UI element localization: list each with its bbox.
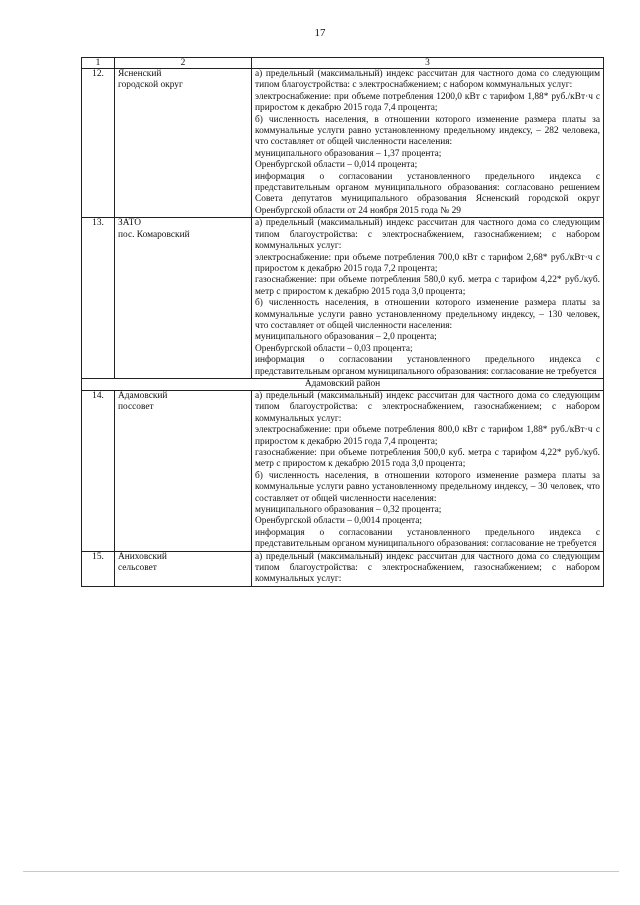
description-paragraph: Оренбургской области – 0,014 процента; <box>255 160 418 171</box>
description-paragraph: газоснабжение: при объеме потребления 500,0 куб. метра с тарифом 4,22* руб./куб. метр с приростом к декабрю 2015 года 3,0 процента; <box>255 448 600 470</box>
municipality-name-line: сельсовет <box>118 563 157 574</box>
table-row <box>82 390 604 551</box>
district-title: Адамовский район <box>82 378 604 390</box>
description-paragraph: информация о согласовании установленного предельного индекса с представительным органом муниципального образования: согласовано решением Совета депутатов муниципального образования Ясненский городской округ Оренбургской области от 24 ноября 2015 года № 29 <box>255 171 600 216</box>
page-number: 17 <box>314 27 326 39</box>
column-header-2: 2 <box>115 58 252 69</box>
row-number: 15. <box>82 551 115 586</box>
description-paragraph: электроснабжение: при объеме потребления 800,0 кВт с тарифом 1,88* руб./кВт·ч с приростом к декабрю 2015 года 7,4 процента; <box>255 425 600 447</box>
description-paragraph: муниципального образования – 0,32 процента; <box>255 505 442 516</box>
tariff-index-table <box>81 57 604 587</box>
description-paragraph: муниципального образования – 1,37 процента; <box>255 148 442 159</box>
municipality-name <box>115 69 252 218</box>
table-row <box>82 218 604 379</box>
municipality-name-line: ЗАТО <box>118 218 142 229</box>
municipality-name-line: Адамовский <box>118 390 168 401</box>
table-row <box>82 69 604 218</box>
index-description <box>252 390 604 551</box>
municipality-name <box>115 551 252 586</box>
table-header-row <box>82 58 604 69</box>
row-number: 12. <box>82 69 115 218</box>
index-description <box>252 218 604 379</box>
municipality-name-line: Аниховский <box>118 551 167 562</box>
section-header-row <box>82 378 604 390</box>
description-paragraph: электроснабжение: при объеме потребления 1200,0 кВт с тарифом 1,88* руб./кВт·ч с приростом к декабрю 2015 года 7,4 процента; <box>255 91 600 114</box>
page-bottom-rule <box>23 871 619 872</box>
description-paragraph: б) численность населения, в отношении которого изменение размера платы за коммунальные услуги равно установленному предельному индексу, – 30 человек, что составляет от общей численности населения: <box>255 470 600 504</box>
description-paragraph: электроснабжение: при объеме потребления 700,0 кВт с тарифом 2,68* руб./кВт·ч с приростом к декабрю 2015 года 7,2 процента; <box>255 252 600 274</box>
table-row <box>82 551 604 586</box>
row-number: 14. <box>82 390 115 551</box>
description-paragraph: а) предельный (максимальный) индекс рассчитан для частного дома со следующим типом благоустройства: с электроснабжением; с набором коммунальных услуг: <box>255 69 600 91</box>
description-paragraph: муниципального образования – 2,0 процента; <box>255 332 437 343</box>
description-paragraph: б) численность населения, в отношении которого изменение размера платы за коммунальные услуги равно установленному предельному индексу, – 130 человек, что составляет от общей численности населения: <box>255 298 600 331</box>
column-header-1: 1 <box>82 58 115 69</box>
description-paragraph: Оренбургской области – 0,03 процента; <box>255 343 413 354</box>
column-header-3: 3 <box>252 58 604 69</box>
index-description <box>252 551 604 586</box>
index-description <box>252 69 604 218</box>
description-paragraph: б) численность населения, в отношении которого изменение размера платы за коммунальные услуги равно установленному предельному индексу, – 282 человека, что составляет от общей численности населения: <box>255 114 600 148</box>
description-paragraph: а) предельный (максимальный) индекс рассчитан для частного дома со следующим типом благоустройства: с электроснабжением, газоснабжением; с набором коммунальных услуг: <box>255 551 600 585</box>
description-paragraph: Оренбургской области – 0,0014 процента; <box>255 516 422 527</box>
description-paragraph: а) предельный (максимальный) индекс рассчитан для частного дома со следующим типом благоустройства: с электроснабжением, газоснабжением; с набором коммунальных услуг: <box>255 218 600 252</box>
municipality-name-line: городской округ <box>118 80 183 91</box>
municipality-name <box>115 390 252 551</box>
description-paragraph: газоснабжение: при объеме потребления 580,0 куб. метра с тарифом 4,22* руб./куб. метр с приростом к декабрю 2015 года 3,0 процента; <box>255 275 600 297</box>
description-paragraph: а) предельный (максимальный) индекс рассчитан для частного дома со следующим типом благоустройства: с электроснабжением, газоснабжением; с набором коммунальных услуг: <box>255 390 600 424</box>
municipality-name-line: пос. Комаровский <box>118 229 190 240</box>
description-paragraph: информация о согласовании установленного предельного индекса с представительным органом муниципального образования: согласование не требуется <box>255 527 600 550</box>
municipality-name-line: Ясненский <box>118 69 162 79</box>
description-paragraph: информация о согласовании установленного предельного индекса с представительным органом муниципального образования: согласование не требуется <box>255 355 600 377</box>
row-number: 13. <box>82 218 115 379</box>
municipality-name-line: поссовет <box>118 402 154 413</box>
municipality-name <box>115 218 252 379</box>
